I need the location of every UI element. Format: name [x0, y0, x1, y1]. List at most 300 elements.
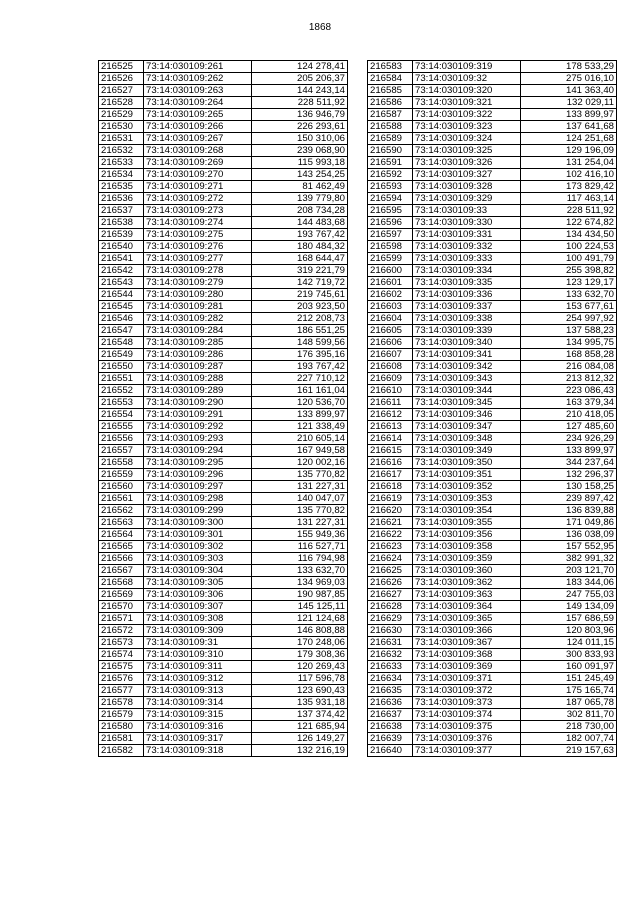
value-cell: 210 418,05	[521, 409, 617, 421]
row-number-cell: 216586	[368, 97, 413, 109]
table-row	[99, 721, 348, 733]
row-number-cell: 216585	[368, 85, 413, 97]
table-row	[99, 277, 348, 289]
row-number-cell: 216584	[368, 73, 413, 85]
value-cell: 116 794,98	[252, 553, 348, 565]
value-cell: 148 599,56	[252, 337, 348, 349]
cadastral-number-cell: 73:14:030109:278	[144, 265, 252, 277]
row-number-cell: 216616	[368, 457, 413, 469]
row-number-cell: 216557	[99, 445, 144, 457]
value-cell: 133 899,97	[252, 409, 348, 421]
cadastral-number-cell: 73:14:030109:333	[413, 253, 521, 265]
value-cell: 168 644,47	[252, 253, 348, 265]
value-cell: 135 770,82	[252, 469, 348, 481]
row-number-cell: 216617	[368, 469, 413, 481]
row-number-cell: 216529	[99, 109, 144, 121]
value-cell: 187 065,78	[521, 697, 617, 709]
cadastral-number-cell: 73:14:030109:270	[144, 169, 252, 181]
cadastral-number-cell: 73:14:030109:339	[413, 325, 521, 337]
value-cell: 137 588,23	[521, 325, 617, 337]
row-number-cell: 216627	[368, 589, 413, 601]
table-row	[368, 349, 617, 361]
table-row	[368, 157, 617, 169]
table-row	[368, 289, 617, 301]
row-number-cell: 216613	[368, 421, 413, 433]
table-row	[99, 133, 348, 145]
table-row	[99, 241, 348, 253]
row-number-cell: 216595	[368, 205, 413, 217]
cadastral-number-cell: 73:14:030109:372	[413, 685, 521, 697]
value-cell: 319 221,79	[252, 265, 348, 277]
row-number-cell: 216558	[99, 457, 144, 469]
value-cell: 226 293,61	[252, 121, 348, 133]
cadastral-number-cell: 73:14:030109:310	[144, 649, 252, 661]
table-row	[99, 217, 348, 229]
row-number-cell: 216571	[99, 613, 144, 625]
row-number-cell: 216615	[368, 445, 413, 457]
row-number-cell: 216583	[368, 61, 413, 73]
cadastral-number-cell: 73:14:030109:348	[413, 433, 521, 445]
cadastral-number-cell: 73:14:030109:354	[413, 505, 521, 517]
value-cell: 132 296,37	[521, 469, 617, 481]
value-cell: 137 374,42	[252, 709, 348, 721]
table-row	[99, 229, 348, 241]
row-number-cell: 216636	[368, 697, 413, 709]
row-number-cell: 216576	[99, 673, 144, 685]
row-number-cell: 216559	[99, 469, 144, 481]
table-row	[99, 577, 348, 589]
left-table	[98, 60, 348, 757]
value-cell: 228 511,92	[521, 205, 617, 217]
value-cell: 81 462,49	[252, 181, 348, 193]
row-number-cell: 216547	[99, 325, 144, 337]
right-table	[367, 60, 617, 757]
value-cell: 122 674,82	[521, 217, 617, 229]
table-row	[99, 97, 348, 109]
row-number-cell: 216596	[368, 217, 413, 229]
value-cell: 133 899,97	[521, 109, 617, 121]
cadastral-number-cell: 73:14:030109:351	[413, 469, 521, 481]
cadastral-number-cell: 73:14:030109:289	[144, 385, 252, 397]
cadastral-number-cell: 73:14:030109:261	[144, 61, 252, 73]
value-cell: 124 251,68	[521, 133, 617, 145]
table-row	[368, 601, 617, 613]
table-row	[368, 613, 617, 625]
table-row	[368, 301, 617, 313]
value-cell: 121 124,68	[252, 613, 348, 625]
cadastral-number-cell: 73:14:030109:279	[144, 277, 252, 289]
cadastral-number-cell: 73:14:030109:317	[144, 733, 252, 745]
value-cell: 134 995,75	[521, 337, 617, 349]
table-row	[99, 565, 348, 577]
table-row	[368, 61, 617, 73]
value-cell: 130 158,25	[521, 481, 617, 493]
row-number-cell: 216610	[368, 385, 413, 397]
cadastral-number-cell: 73:14:030109:286	[144, 349, 252, 361]
table-row	[99, 337, 348, 349]
row-number-cell: 216614	[368, 433, 413, 445]
table-row	[99, 157, 348, 169]
row-number-cell: 216605	[368, 325, 413, 337]
value-cell: 100 491,79	[521, 253, 617, 265]
value-cell: 124 011,15	[521, 637, 617, 649]
cadastral-number-cell: 73:14:030109:287	[144, 361, 252, 373]
table-row	[368, 661, 617, 673]
cadastral-number-cell: 73:14:030109:282	[144, 313, 252, 325]
table-row	[368, 145, 617, 157]
row-number-cell: 216612	[368, 409, 413, 421]
cadastral-number-cell: 73:14:030109:347	[413, 421, 521, 433]
value-cell: 275 016,10	[521, 73, 617, 85]
value-cell: 117 596,78	[252, 673, 348, 685]
row-number-cell: 216533	[99, 157, 144, 169]
row-number-cell: 216606	[368, 337, 413, 349]
row-number-cell: 216600	[368, 265, 413, 277]
value-cell: 145 125,11	[252, 601, 348, 613]
table-row	[368, 193, 617, 205]
cadastral-number-cell: 73:14:030109:294	[144, 445, 252, 457]
cadastral-number-cell: 73:14:030109:277	[144, 253, 252, 265]
cadastral-number-cell: 73:14:030109:318	[144, 745, 252, 757]
table-row	[99, 613, 348, 625]
cadastral-number-cell: 73:14:030109:343	[413, 373, 521, 385]
value-cell: 136 038,09	[521, 529, 617, 541]
row-number-cell: 216552	[99, 385, 144, 397]
table-row	[368, 133, 617, 145]
row-number-cell: 216630	[368, 625, 413, 637]
cadastral-number-cell: 73:14:030109:290	[144, 397, 252, 409]
value-cell: 168 858,28	[521, 349, 617, 361]
value-cell: 160 091,97	[521, 661, 617, 673]
table-row	[99, 121, 348, 133]
row-number-cell: 216560	[99, 481, 144, 493]
row-number-cell: 216611	[368, 397, 413, 409]
cadastral-number-cell: 73:14:030109:359	[413, 553, 521, 565]
row-number-cell: 216544	[99, 289, 144, 301]
cadastral-number-cell: 73:14:030109:263	[144, 85, 252, 97]
cadastral-number-cell: 73:14:030109:352	[413, 481, 521, 493]
row-number-cell: 216629	[368, 613, 413, 625]
value-cell: 167 949,58	[252, 445, 348, 457]
cadastral-number-cell: 73:14:030109:309	[144, 625, 252, 637]
value-cell: 132 216,19	[252, 745, 348, 757]
value-cell: 205 206,37	[252, 73, 348, 85]
value-cell: 140 047,07	[252, 493, 348, 505]
value-cell: 126 149,27	[252, 733, 348, 745]
cadastral-number-cell: 73:14:030109:291	[144, 409, 252, 421]
value-cell: 141 363,40	[521, 85, 617, 97]
row-number-cell: 216526	[99, 73, 144, 85]
cadastral-number-cell: 73:14:030109:327	[413, 169, 521, 181]
row-number-cell: 216626	[368, 577, 413, 589]
table-row	[99, 409, 348, 421]
cadastral-number-cell: 73:14:030109:293	[144, 433, 252, 445]
table-row	[368, 373, 617, 385]
row-number-cell: 216631	[368, 637, 413, 649]
table-row	[99, 205, 348, 217]
value-cell: 171 049,86	[521, 517, 617, 529]
cadastral-number-cell: 73:14:030109:320	[413, 85, 521, 97]
value-cell: 212 208,73	[252, 313, 348, 325]
row-number-cell: 216603	[368, 301, 413, 313]
table-row	[99, 289, 348, 301]
cadastral-number-cell: 73:14:030109:304	[144, 565, 252, 577]
value-cell: 173 829,42	[521, 181, 617, 193]
row-number-cell: 216582	[99, 745, 144, 757]
row-number-cell: 216532	[99, 145, 144, 157]
value-cell: 176 395,16	[252, 349, 348, 361]
row-number-cell: 216599	[368, 253, 413, 265]
table-row	[99, 73, 348, 85]
cadastral-number-cell: 73:14:030109:308	[144, 613, 252, 625]
table-row	[368, 217, 617, 229]
table-row	[99, 529, 348, 541]
row-number-cell: 216549	[99, 349, 144, 361]
table-row	[368, 469, 617, 481]
row-number-cell: 216539	[99, 229, 144, 241]
row-number-cell: 216537	[99, 205, 144, 217]
cadastral-number-cell: 73:14:030109:342	[413, 361, 521, 373]
value-cell: 157 686,59	[521, 613, 617, 625]
row-number-cell: 216592	[368, 169, 413, 181]
cadastral-number-cell: 73:14:030109:353	[413, 493, 521, 505]
value-cell: 218 730,00	[521, 721, 617, 733]
value-cell: 131 254,04	[521, 157, 617, 169]
cadastral-number-cell: 73:14:030109:335	[413, 277, 521, 289]
table-row	[368, 625, 617, 637]
table-row	[99, 733, 348, 745]
value-cell: 143 254,25	[252, 169, 348, 181]
value-cell: 170 248,06	[252, 637, 348, 649]
cadastral-number-cell: 73:14:030109:350	[413, 457, 521, 469]
value-cell: 136 839,88	[521, 505, 617, 517]
row-number-cell: 216623	[368, 541, 413, 553]
cadastral-number-cell: 73:14:030109:349	[413, 445, 521, 457]
table-row	[99, 313, 348, 325]
row-number-cell: 216635	[368, 685, 413, 697]
row-number-cell: 216566	[99, 553, 144, 565]
cadastral-number-cell: 73:14:030109:326	[413, 157, 521, 169]
cadastral-number-cell: 73:14:030109:285	[144, 337, 252, 349]
table-row	[368, 565, 617, 577]
cadastral-number-cell: 73:14:030109:271	[144, 181, 252, 193]
row-number-cell: 216601	[368, 277, 413, 289]
table-row	[99, 637, 348, 649]
table-row	[99, 517, 348, 529]
cadastral-number-cell: 73:14:030109:346	[413, 409, 521, 421]
table-row	[368, 121, 617, 133]
cadastral-number-cell: 73:14:030109:377	[413, 745, 521, 757]
row-number-cell: 216538	[99, 217, 144, 229]
value-cell: 161 161,04	[252, 385, 348, 397]
table-row	[368, 277, 617, 289]
table-row	[368, 337, 617, 349]
row-number-cell: 216590	[368, 145, 413, 157]
table-row	[368, 109, 617, 121]
cadastral-number-cell: 73:14:030109:375	[413, 721, 521, 733]
row-number-cell: 216588	[368, 121, 413, 133]
cadastral-number-cell: 73:14:030109:323	[413, 121, 521, 133]
value-cell: 149 134,09	[521, 601, 617, 613]
table-row	[368, 97, 617, 109]
cadastral-number-cell: 73:14:030109:330	[413, 217, 521, 229]
cadastral-number-cell: 73:14:030109:355	[413, 517, 521, 529]
cadastral-number-cell: 73:14:030109:303	[144, 553, 252, 565]
row-number-cell: 216555	[99, 421, 144, 433]
row-number-cell: 216634	[368, 673, 413, 685]
row-number-cell: 216567	[99, 565, 144, 577]
value-cell: 153 677,61	[521, 301, 617, 313]
table-row	[368, 541, 617, 553]
cadastral-number-cell: 73:14:030109:264	[144, 97, 252, 109]
value-cell: 190 987,85	[252, 589, 348, 601]
table-row	[368, 409, 617, 421]
table-row	[368, 457, 617, 469]
cadastral-number-cell: 73:14:030109:288	[144, 373, 252, 385]
table-row	[368, 577, 617, 589]
cadastral-number-cell: 73:14:030109:313	[144, 685, 252, 697]
row-number-cell: 216638	[368, 721, 413, 733]
table-row	[368, 529, 617, 541]
table-row	[99, 385, 348, 397]
table-row	[99, 325, 348, 337]
row-number-cell: 216545	[99, 301, 144, 313]
value-cell: 120 002,16	[252, 457, 348, 469]
value-cell: 255 398,82	[521, 265, 617, 277]
table-row	[99, 745, 348, 757]
row-number-cell: 216565	[99, 541, 144, 553]
table-row	[368, 385, 617, 397]
table-row	[99, 397, 348, 409]
row-number-cell: 216525	[99, 61, 144, 73]
row-number-cell: 216551	[99, 373, 144, 385]
value-cell: 150 310,06	[252, 133, 348, 145]
value-cell: 115 993,18	[252, 157, 348, 169]
table-row	[99, 445, 348, 457]
row-number-cell: 216628	[368, 601, 413, 613]
table-row	[99, 109, 348, 121]
table-row	[368, 553, 617, 565]
cadastral-number-cell: 73:14:030109:331	[413, 229, 521, 241]
value-cell: 239 068,90	[252, 145, 348, 157]
cadastral-number-cell: 73:14:030109:305	[144, 577, 252, 589]
row-number-cell: 216568	[99, 577, 144, 589]
value-cell: 132 029,11	[521, 97, 617, 109]
value-cell: 133 899,97	[521, 445, 617, 457]
cadastral-number-cell: 73:14:030109:362	[413, 577, 521, 589]
cadastral-number-cell: 73:14:030109:32	[413, 73, 521, 85]
cadastral-number-cell: 73:14:030109:325	[413, 145, 521, 157]
cadastral-number-cell: 73:14:030109:356	[413, 529, 521, 541]
value-cell: 142 719,72	[252, 277, 348, 289]
table-row	[368, 517, 617, 529]
table-row	[368, 325, 617, 337]
value-cell: 151 245,49	[521, 673, 617, 685]
table-row	[99, 553, 348, 565]
value-cell: 182 007,74	[521, 733, 617, 745]
cadastral-number-cell: 73:14:030109:296	[144, 469, 252, 481]
table-row	[368, 205, 617, 217]
cadastral-number-cell: 73:14:030109:368	[413, 649, 521, 661]
table-row	[99, 625, 348, 637]
value-cell: 117 463,14	[521, 193, 617, 205]
table-row	[99, 493, 348, 505]
left-table-body	[99, 61, 348, 757]
row-number-cell: 216598	[368, 241, 413, 253]
row-number-cell: 216540	[99, 241, 144, 253]
table-row	[368, 421, 617, 433]
cadastral-number-cell: 73:14:030109:311	[144, 661, 252, 673]
row-number-cell: 216542	[99, 265, 144, 277]
value-cell: 227 710,12	[252, 373, 348, 385]
table-row	[99, 589, 348, 601]
cadastral-number-cell: 73:14:030109:360	[413, 565, 521, 577]
row-number-cell: 216563	[99, 517, 144, 529]
row-number-cell: 216575	[99, 661, 144, 673]
row-number-cell: 216541	[99, 253, 144, 265]
row-number-cell: 216632	[368, 649, 413, 661]
value-cell: 129 196,09	[521, 145, 617, 157]
cadastral-number-cell: 73:14:030109:265	[144, 109, 252, 121]
table-row	[368, 637, 617, 649]
table-row	[99, 685, 348, 697]
value-cell: 247 755,03	[521, 589, 617, 601]
value-cell: 120 803,96	[521, 625, 617, 637]
value-cell: 203 121,70	[521, 565, 617, 577]
row-number-cell: 216602	[368, 289, 413, 301]
value-cell: 213 812,32	[521, 373, 617, 385]
table-row	[99, 61, 348, 73]
row-number-cell: 216535	[99, 181, 144, 193]
table-row	[368, 697, 617, 709]
row-number-cell: 216572	[99, 625, 144, 637]
cadastral-number-cell: 73:14:030109:365	[413, 613, 521, 625]
cadastral-number-cell: 73:14:030109:319	[413, 61, 521, 73]
cadastral-number-cell: 73:14:030109:332	[413, 241, 521, 253]
value-cell: 131 227,31	[252, 517, 348, 529]
table-row	[99, 301, 348, 313]
row-number-cell: 216591	[368, 157, 413, 169]
value-cell: 124 278,41	[252, 61, 348, 73]
cadastral-number-cell: 73:14:030109:315	[144, 709, 252, 721]
value-cell: 193 767,42	[252, 361, 348, 373]
table-row	[99, 265, 348, 277]
row-number-cell: 216546	[99, 313, 144, 325]
table-row	[368, 433, 617, 445]
table-row	[368, 493, 617, 505]
value-cell: 210 605,14	[252, 433, 348, 445]
value-cell: 121 685,94	[252, 721, 348, 733]
value-cell: 223 086,43	[521, 385, 617, 397]
value-cell: 193 767,42	[252, 229, 348, 241]
table-row	[99, 469, 348, 481]
value-cell: 203 923,50	[252, 301, 348, 313]
row-number-cell: 216609	[368, 373, 413, 385]
value-cell: 144 243,14	[252, 85, 348, 97]
right-table-body	[368, 61, 617, 757]
cadastral-number-cell: 73:14:030109:334	[413, 265, 521, 277]
row-number-cell: 216608	[368, 361, 413, 373]
value-cell: 120 536,70	[252, 397, 348, 409]
cadastral-number-cell: 73:14:030109:284	[144, 325, 252, 337]
table-row	[368, 505, 617, 517]
value-cell: 123 690,43	[252, 685, 348, 697]
row-number-cell: 216534	[99, 169, 144, 181]
cadastral-number-cell: 73:14:030109:316	[144, 721, 252, 733]
row-number-cell: 216574	[99, 649, 144, 661]
cadastral-number-cell: 73:14:030109:33	[413, 205, 521, 217]
table-row	[99, 361, 348, 373]
